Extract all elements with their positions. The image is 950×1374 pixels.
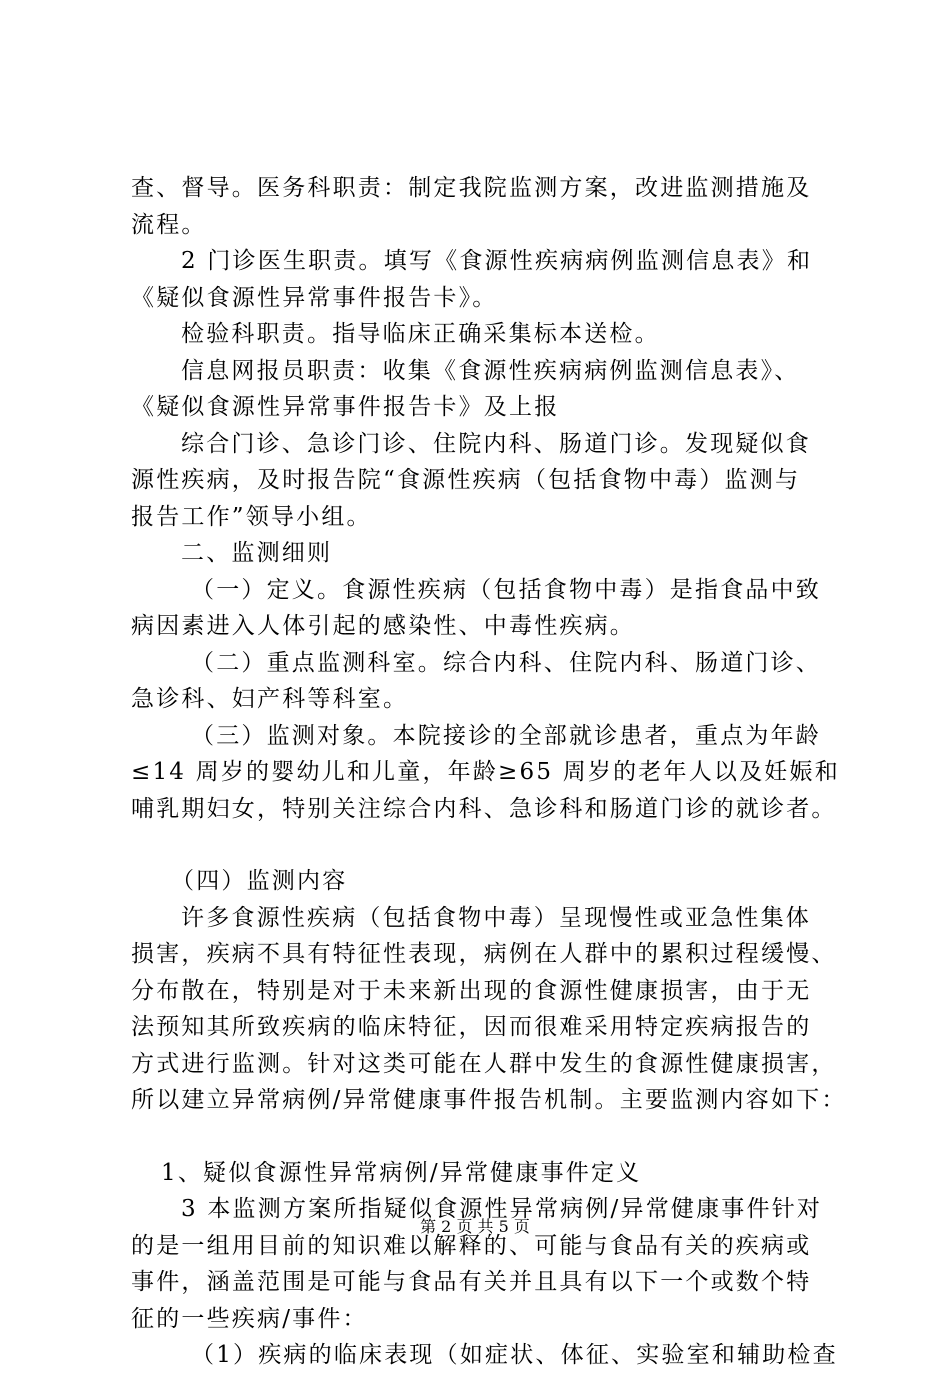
paragraph-outpatient-doctor-duties	[131, 243, 841, 316]
text-line: 《疑似食源性异常事件报告卡》。	[131, 284, 498, 311]
text-line: ≤14 周岁的婴幼儿和儿童，年龄≥65 周岁的老年人以及妊娠和	[131, 759, 840, 785]
text-line: 查、督导。医务科职责：制定我院监测方案，改进监测措施及	[131, 175, 812, 201]
section-heading-monitoring-rules	[131, 535, 841, 572]
text-line: 2 门诊医生职责。填写《食源性疾病病例监测信息表》和	[181, 248, 813, 274]
subsection-heading-definition	[131, 1155, 841, 1192]
text-line: （一）定义。食源性疾病（包括食物中毒）是指食品中致	[191, 576, 821, 603]
blank-line	[131, 827, 841, 863]
paragraph-reporter-duties	[131, 353, 841, 426]
text-line: 二、监测细则	[181, 540, 333, 566]
text-line: 源性疾病，及时报告院“食源性疾病（包括食物中毒）监测与	[131, 467, 801, 493]
text-line: 所以建立异常病例/异常健康事件报告机制。主要监测内容如下：	[131, 1087, 847, 1113]
text-line: 征的一些疾病/事件：	[131, 1305, 368, 1332]
text-line: 综合门诊、急诊门诊、住院内科、肠道门诊。发现疑似食	[181, 430, 811, 457]
text-line: 报告工作”领导小组。	[131, 503, 372, 530]
text-line: 的是一组用目前的知识难以解释的、可能与食品有关的疾病或	[131, 1232, 812, 1259]
paragraph-abnormal-event-definition	[131, 1191, 841, 1337]
paragraph-lab-duties	[131, 316, 841, 353]
text-line: 方式进行监测。针对这类可能在人群中发生的食源性健康损害，	[131, 1050, 837, 1077]
document-body	[131, 170, 847, 1374]
text-line: 1、疑似食源性异常病例/异常健康事件定义	[161, 1159, 642, 1186]
text-line: 检验科职责。指导临床正确采集标本送检。	[181, 321, 660, 347]
text-line: 病因素进入人体引起的感染性、中毒性疾病。	[131, 613, 635, 639]
section-heading-monitoring-content	[131, 863, 841, 900]
text-line: （1）疾病的临床表现（如症状、体征、实验室和辅助检查	[191, 1342, 838, 1368]
text-line: 哺乳期妇女，特别关注综合内科、急诊科和肠道门诊的就诊者。	[131, 795, 837, 822]
text-line: 流程。	[131, 211, 207, 238]
paragraph-medical-dept-duties	[131, 170, 841, 243]
text-line: 许多食源性疾病（包括食物中毒）呈现慢性或亚急性集体	[181, 904, 811, 931]
text-line: 法预知其所致疾病的临床特征，因而很难采用特定疾病报告的	[131, 1014, 812, 1040]
text-line: 急诊科、妇产科等科室。	[131, 686, 409, 712]
paragraph-monitoring-content	[131, 900, 847, 1119]
text-line: （四）监测内容	[171, 868, 348, 894]
text-line: 分布散在，特别是对于未来新出现的食源性健康损害，由于无	[131, 977, 812, 1004]
blank-line	[131, 1119, 841, 1155]
text-line: 事件，涵盖范围是可能与食品有关并且具有以下一个或数个特	[131, 1269, 812, 1295]
text-line: （二）重点监测科室。综合内科、住院内科、肠道门诊、	[191, 649, 821, 676]
page-footer: 第 2 页 共 5 页	[420, 1217, 530, 1236]
paragraph-definition	[131, 572, 841, 645]
text-line: （三）监测对象。本院接诊的全部就诊患者，重点为年龄	[191, 722, 821, 749]
text-line: 《疑似食源性异常事件报告卡》及上报	[131, 394, 560, 420]
text-line: 3 本监测方案所指疑似食源性异常病例/异常健康事件针对	[181, 1196, 823, 1222]
text-line: 信息网报员职责：收集《食源性疾病病例监测信息表》、	[181, 357, 800, 384]
paragraph-clinical-manifestation	[131, 1337, 841, 1374]
paragraph-monitoring-targets	[131, 718, 841, 828]
paragraph-departments	[131, 426, 841, 536]
paragraph-key-departments	[131, 645, 841, 718]
text-line: 损害，疾病不具有特征性表现，病例在人群中的累积过程缓慢、	[131, 941, 837, 967]
